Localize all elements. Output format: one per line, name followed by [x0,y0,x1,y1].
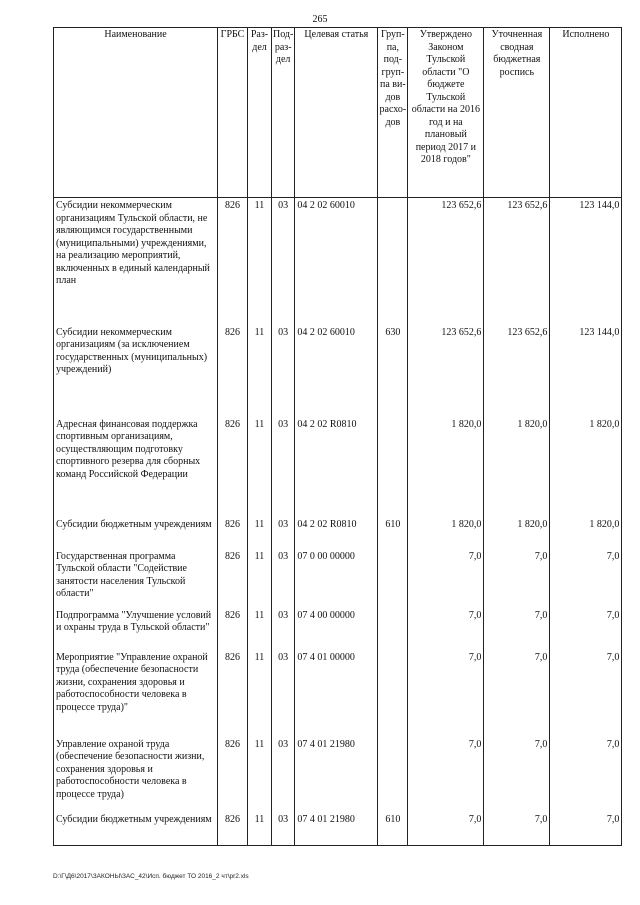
cell-podrazdel: 03 [272,812,295,846]
cell-vid: 610 [378,517,408,549]
col-header-approved: Утверждено Законом Тульской области "О бюджете Тульской области на 2016 год и на плановый период 2017 и 2018 годов" [408,28,484,198]
cell-executed: 123 144,0 [550,325,622,417]
cell-grbs: 826 [218,549,248,608]
cell-name: Субсидии бюджетным учреждениям [54,517,218,549]
cell-name: Государственная программа Тульской области "Содействие занятости населения Тульской области" [54,549,218,608]
col-header-vid: Груп-па, под-груп-па ви-дов расхо-дов [378,28,408,198]
cell-approved: 1 820,0 [408,517,484,549]
cell-refined: 1 820,0 [484,517,550,549]
cell-grbs: 826 [218,650,248,737]
cell-name: Подпрограмма "Улучшение условий и охраны труда в Тульской области" [54,608,218,650]
cell-grbs: 826 [218,325,248,417]
cell-refined: 7,0 [484,608,550,650]
cell-razdel: 11 [248,812,272,846]
budget-table [53,27,622,846]
table-row [54,517,622,549]
cell-podrazdel: 03 [272,517,295,549]
cell-grbs: 826 [218,608,248,650]
page-number: 265 [312,14,328,25]
cell-refined: 123 652,6 [484,325,550,417]
cell-razdel: 11 [248,650,272,737]
table-row [54,608,622,650]
cell-vid [378,198,408,325]
cell-vid [378,737,408,812]
cell-razdel: 11 [248,198,272,325]
cell-approved: 7,0 [408,608,484,650]
cell-vid [378,608,408,650]
cell-name: Мероприятие "Управление охраной труда (обеспечение безопасности жизни, сохранения здоровья и работоспособности человека в процессе труда)" [54,650,218,737]
cell-vid [378,549,408,608]
cell-target: 07 4 01 21980 [295,812,378,846]
cell-target: 07 4 00 00000 [295,608,378,650]
table-row [54,650,622,737]
col-header-podrazdel: Под-раз-дел [272,28,295,198]
cell-name: Субсидии некоммерческим организациям Тульской области, не являющимся государственными (муниципальными) учреждениями, на реализацию мероприятий, включенных в единый календарный план [54,198,218,325]
footer-file-path: D:\Г\Д6\2017\ЗАКОНЫ\ЗАС_42\Исп. бюджет ТО 2016_2 чт\pr2.xls [53,873,249,880]
cell-refined: 7,0 [484,650,550,737]
cell-razdel: 11 [248,517,272,549]
cell-name: Управление охраной труда (обеспечение безопасности жизни, сохранения здоровья и работоспособности человека в процессе труда) [54,737,218,812]
col-header-executed: Исполнено [550,28,622,198]
cell-razdel: 11 [248,737,272,812]
cell-grbs: 826 [218,198,248,325]
col-header-target: Целевая статья [295,28,378,198]
cell-approved: 123 652,6 [408,198,484,325]
cell-approved: 7,0 [408,549,484,608]
header-row [54,28,622,198]
table-row [54,737,622,812]
cell-target: 07 0 00 00000 [295,549,378,608]
cell-target: 07 4 01 00000 [295,650,378,737]
cell-grbs: 826 [218,737,248,812]
table-row [54,812,622,846]
cell-refined: 1 820,0 [484,417,550,517]
cell-refined: 123 652,6 [484,198,550,325]
cell-name: Адресная финансовая поддержка спортивным организациям, осуществляющим подготовку спортивного резерва для сборных команд Российской Федерации [54,417,218,517]
cell-podrazdel: 03 [272,325,295,417]
cell-executed: 7,0 [550,650,622,737]
cell-executed: 7,0 [550,737,622,812]
cell-approved: 123 652,6 [408,325,484,417]
cell-executed: 7,0 [550,549,622,608]
cell-grbs: 826 [218,812,248,846]
cell-razdel: 11 [248,608,272,650]
cell-approved: 7,0 [408,737,484,812]
cell-podrazdel: 03 [272,650,295,737]
cell-target: 04 2 02 60010 [295,198,378,325]
cell-vid [378,417,408,517]
cell-executed: 1 820,0 [550,517,622,549]
cell-executed: 7,0 [550,608,622,650]
cell-target: 04 2 02 60010 [295,325,378,417]
cell-approved: 7,0 [408,650,484,737]
col-header-razdel: Раз-дел [248,28,272,198]
cell-razdel: 11 [248,325,272,417]
cell-refined: 7,0 [484,812,550,846]
col-header-name: Наименование [54,28,218,198]
col-header-grbs: ГРБС [218,28,248,198]
cell-vid [378,650,408,737]
cell-grbs: 826 [218,417,248,517]
cell-executed: 123 144,0 [550,198,622,325]
cell-target: 07 4 01 21980 [295,737,378,812]
cell-approved: 7,0 [408,812,484,846]
cell-podrazdel: 03 [272,198,295,325]
table-row [54,198,622,325]
cell-target: 04 2 02 R0810 [295,517,378,549]
col-header-refined: Уточненная сводная бюджетная роспись [484,28,550,198]
cell-razdel: 11 [248,417,272,517]
cell-podrazdel: 03 [272,608,295,650]
table-row [54,325,622,417]
cell-target: 04 2 02 R0810 [295,417,378,517]
cell-approved: 1 820,0 [408,417,484,517]
cell-name: Субсидии некоммерческим организациям (за исключением государственных (муниципальных) учреждений) [54,325,218,417]
cell-refined: 7,0 [484,549,550,608]
cell-razdel: 11 [248,549,272,608]
cell-vid: 630 [378,325,408,417]
cell-executed: 7,0 [550,812,622,846]
table-row [54,549,622,608]
cell-refined: 7,0 [484,737,550,812]
cell-podrazdel: 03 [272,737,295,812]
cell-grbs: 826 [218,517,248,549]
cell-podrazdel: 03 [272,549,295,608]
table-row [54,417,622,517]
cell-name: Субсидии бюджетным учреждениям [54,812,218,846]
cell-vid: 610 [378,812,408,846]
cell-podrazdel: 03 [272,417,295,517]
cell-executed: 1 820,0 [550,417,622,517]
